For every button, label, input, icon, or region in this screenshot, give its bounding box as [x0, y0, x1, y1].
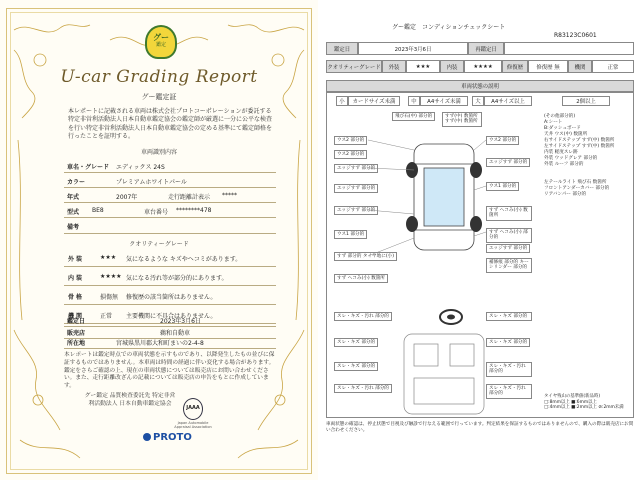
address-value: 宮城県黒川郡大和町まいの2-4-8: [116, 340, 204, 347]
legend-small-value: カードサイズ未満: [348, 96, 400, 106]
model-value: BE8: [92, 207, 104, 214]
sheet-title: グー鑑定 コンディションチェックシート: [392, 24, 506, 31]
interior-header: 内装: [440, 60, 464, 73]
repair-history-value: 修復歴 無: [528, 60, 568, 73]
vehicle-state-heading: 車両状態の説明: [326, 80, 634, 92]
legend-medium-label: 中: [408, 96, 420, 106]
legend-large-value: A4サイズ以上: [484, 96, 532, 106]
address-label: 所在地: [67, 340, 86, 347]
dealer-label: 販売店: [67, 330, 86, 337]
goo-appraisal-badge: [145, 25, 177, 59]
interior-label-5: スレ・キズ 部分的: [486, 312, 532, 321]
appraisal-date-label: 鑑定日: [67, 318, 86, 325]
callout-left-8: すず へコみ(小) 数箇所: [334, 274, 388, 283]
vehicle-section-heading: 車両識別内容: [140, 149, 177, 156]
info-row-address: [64, 334, 276, 349]
callout-right-3: ウス1 部分的: [486, 182, 519, 191]
callout-top-1: 飛び石(中) 部分的: [392, 112, 435, 121]
reappraisal-header: 再鑑定日: [468, 42, 504, 55]
car-interior-diagram: [396, 330, 492, 416]
tire-tread-legend: タイヤ残山の基準値(新品時) □:8mm以上 ■:6mm以上 □:4mm以上 ■:2mm以上 ⊘:2mm未満: [544, 394, 624, 411]
additional-notes: 左テールライト 飛び石 数箇所 フロントアンダーカバー 部分的 リアバンパー 部分的: [544, 180, 610, 197]
callout-right-2: エッジすず 部分的: [486, 158, 530, 167]
appraisal-date-cell: 2023年3月6日: [358, 42, 468, 55]
interior-label-3: スレ・キズ 部分的: [334, 362, 378, 371]
jaaa-logo: [183, 398, 203, 420]
callout-right-4: すず へコみ(小) 数箇所: [486, 206, 532, 221]
remarks-label: 備考: [67, 224, 80, 231]
interior-label-4: スレ・キズ・汚れ 部分的: [334, 384, 392, 393]
exterior-label: 外装: [68, 256, 85, 263]
mileage-label: 走行距離計表示: [168, 194, 211, 201]
interior-stars: ★★★★: [464, 60, 502, 73]
legend-small-label: 小: [336, 96, 348, 106]
engine-header: 機関: [568, 60, 592, 73]
engine-label: 機関: [68, 313, 85, 320]
frame-label: 骨格: [68, 294, 85, 301]
callout-right-7: 補修痕 部分的 キーシリンダー 部分的: [486, 258, 532, 273]
callout-top-2: すず(中) 数箇所 すず(中) 数箇所: [442, 112, 482, 127]
certificate-disclaimer: 本レポートは鑑定時点での車両状態を示すものであり、以降発生したもの並びに保証するものではありません。本車両は時間の経過に伴い変化する場合があります。鑑定をさらご確認の上、現在の車両状態については販売店にお問い合わせください。また、走行距離改ざんの記載については販売店の申告をもとに作成しています。: [64, 352, 275, 390]
sheet-number: R83123C0601: [554, 32, 597, 39]
engine-comment: 主要機関に不具合はありません。: [126, 313, 217, 320]
vehicle-row-color: [64, 173, 276, 188]
interior-label: 内装: [68, 275, 85, 282]
proto-mark-icon: [143, 433, 151, 441]
report-subtitle: グー鑑定証: [141, 93, 177, 101]
interior-grade: ★★★★: [100, 273, 122, 280]
interior-comment: 気になる汚れ等が部分的にあります。: [126, 275, 228, 282]
jaaa-caption: Japan Automobile Appraisal Association: [174, 421, 212, 429]
vehicle-row-year: [64, 188, 276, 203]
legend-multiple: 2個以上: [562, 96, 610, 106]
engine-grade: 正常: [100, 313, 113, 320]
issuer-text: グー鑑定 品質検査委託先 特定非営利活動法人 日本自動車鑑定協会: [84, 393, 176, 407]
callout-left-7: すず 部分的 タイヤ地に(小): [334, 252, 397, 261]
callout-left-2: ウス2 部分的: [334, 150, 367, 159]
chassis-label: 車台番号: [144, 209, 169, 216]
legend-large-label: 大: [472, 96, 484, 106]
model-label: 型式: [67, 209, 80, 216]
interior-label-2: スレ・キズ 部分的: [334, 338, 378, 347]
frame-grade: 損傷無: [100, 294, 119, 301]
interior-label-1: スレ・キズ・汚れ 部分的: [334, 312, 392, 321]
vehicle-name-value: エディックス 24S: [116, 164, 165, 171]
callout-right-1: ウス2 部分的: [486, 136, 519, 145]
exterior-comment: 気になるような キズやヘコミがあります。: [126, 256, 242, 263]
grade-row-frame: [64, 286, 276, 305]
report-title: U-car Grading Report: [60, 67, 258, 87]
engine-value: 正常: [592, 60, 634, 73]
vehicle-name-label: 車名・グレード: [67, 164, 110, 171]
repair-history-header: 修復歴: [502, 60, 528, 73]
vehicle-row-remarks: [64, 218, 276, 234]
sheet-footnote: 車両状態の確認は、停止状態で目視及び触診で行なえる範囲で行っています。判定結果を保証するものではありませんので、購入の際は販売店にお問い合わせください。: [326, 422, 634, 433]
dealer-value: 鵜和自動車: [160, 330, 191, 337]
year-value: 2007年: [116, 194, 138, 201]
exterior-header: 外装: [382, 60, 406, 73]
badge-text: グー: [153, 33, 169, 42]
vehicle-row-name: [64, 158, 276, 173]
interior-label-7: スレ・キズ・汚れ 部分的: [486, 362, 532, 377]
intro-text: 本レポートに記載される車両は株式会社プロトコーポレーションが委託する特定非営利活動法人日本自動車鑑定協会の鑑定師が厳選に一分に公平な検査を行い特定非営利活動法人日本自動車鑑定協会の定める基準にて鑑定師格を行ったことを証明する。: [68, 108, 273, 141]
steering-wheel-icon: [438, 308, 464, 326]
callout-left-6: ウス1 部分的: [334, 230, 367, 239]
frame-comment: 修復歴の該当箇所はありません。: [126, 294, 217, 301]
callout-left-3: エッジすず 部分的: [334, 164, 378, 173]
callout-right-6: エッジすず 部分的: [486, 244, 530, 253]
interior-label-8: スレ・キズ・汚れ 部分的: [486, 384, 532, 399]
callout-right-5: すず へコみ(小) 部分的: [486, 228, 532, 243]
proto-text: PROTO: [153, 432, 192, 443]
interior-label-6: スレ・キズ 部分的: [486, 338, 530, 347]
mileage-value: *****: [222, 192, 237, 199]
callout-left-5: エッジすず 部分的: [334, 206, 378, 215]
chassis-value: ********478: [176, 207, 212, 214]
vehicle-row-model: [64, 203, 276, 218]
grade-section-heading: クオリティーグレード: [129, 241, 189, 248]
jaaa-text: JAAA: [186, 405, 200, 411]
right-notes-list: (その他部分的) A:シート B:ダッシュボード 天井 ウス(中) 数箇所 右サイドステップ すず(中) 数箇所 左サイドステップ すず(中) 数箇所 内装 軽度スレ跡 外装 ウッドグレア 部分的 外装 ルーフ 部分的: [544, 114, 615, 167]
appraisal-date-header: 鑑定日: [326, 42, 358, 55]
exterior-grade: ★★★: [100, 254, 117, 261]
condition-check-sheet: [322, 0, 640, 480]
color-label: カラー: [67, 179, 86, 186]
quality-grade-header: クオリティーグレード: [326, 60, 382, 73]
legend-medium-value: A4サイズ未満: [420, 96, 468, 106]
grade-row-exterior: [64, 248, 276, 267]
callout-left-4: エッジすず 部分的: [334, 184, 378, 193]
badge-subtext: 鑑定: [155, 42, 166, 48]
callout-left-1: ウス2 部分的: [334, 136, 367, 145]
grading-certificate: [0, 0, 318, 480]
year-label: 年式: [67, 194, 80, 201]
color-value: プレミアムホワイトパール: [116, 179, 187, 186]
appraisal-date-value: 2023年3月6日: [160, 318, 201, 325]
grade-row-interior: [64, 267, 276, 286]
exterior-stars: ★★★: [406, 60, 440, 73]
proto-logo: [143, 432, 192, 443]
